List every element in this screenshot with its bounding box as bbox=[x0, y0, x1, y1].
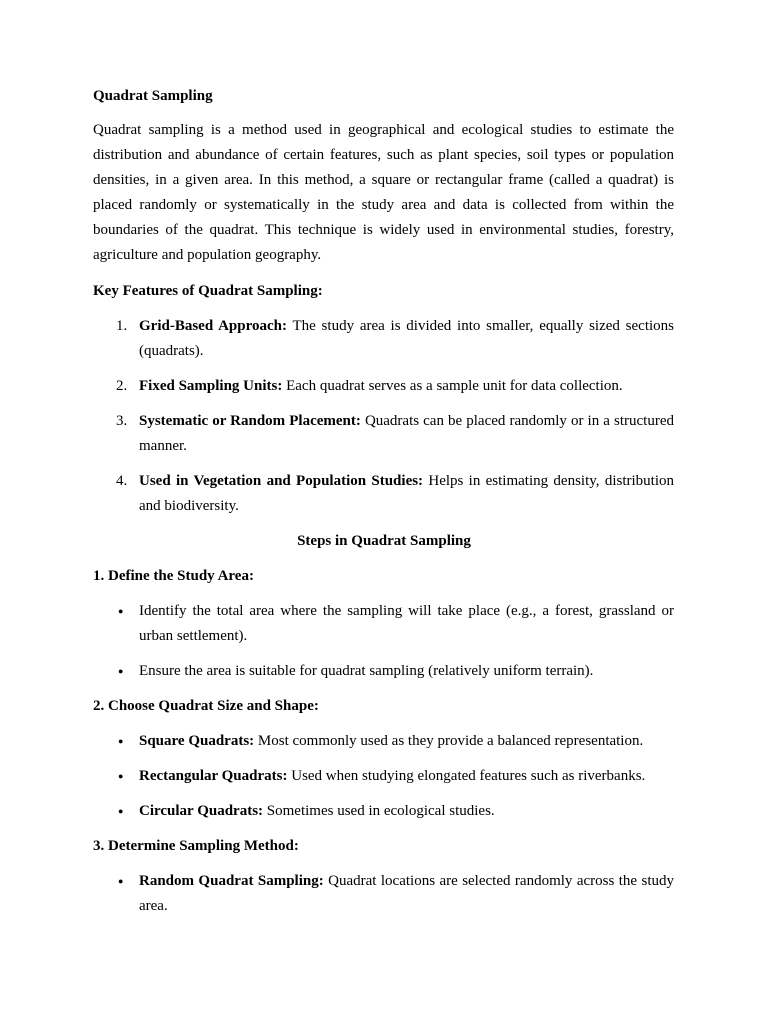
item-term: Grid-Based Approach: bbox=[139, 318, 287, 334]
bullet-icon: ● bbox=[118, 771, 124, 781]
bullet-icon: ● bbox=[118, 736, 124, 746]
item-number: 1. bbox=[116, 318, 128, 334]
steps-heading: Steps in Quadrat Sampling bbox=[297, 533, 471, 549]
intro-paragraph: Quadrat sampling is a method used in geographical and ecological studies to estimate the distribution and abundance of certain features, such as plant species, soil types or population densities, in a given area. In this method, a square or rectangular frame (called a quadrat) is placed randomly or systematically in the study area and data is collected from within the boundaries of the quadrat. This technique is widely used in environmental studies, forestry, agriculture and population geography. bbox=[93, 122, 674, 263]
item-description: The study area is divided into smaller, equally sized sections (quadrats). bbox=[139, 318, 674, 359]
document-title: Quadrat Sampling bbox=[93, 88, 213, 104]
bullet-term: Square Quadrats: bbox=[139, 733, 255, 749]
item-term: Systematic or Random Placement: bbox=[139, 413, 361, 429]
bullet-text bbox=[139, 764, 674, 789]
item-text bbox=[139, 469, 674, 519]
step1-heading: 1. Define the Study Area: bbox=[93, 568, 254, 584]
bullet-text: Identify the total area where the sampling will take place (e.g., a forest, grassland or urban settlement). bbox=[139, 603, 674, 644]
bullet-icon: ● bbox=[118, 876, 124, 886]
item-number: 3. bbox=[116, 413, 128, 429]
key-features-heading: Key Features of Quadrat Sampling: bbox=[93, 283, 323, 299]
step2-heading: 2. Choose Quadrat Size and Shape: bbox=[93, 698, 319, 714]
item-text bbox=[139, 314, 674, 364]
item-description: Helps in estimating density, distribution and biodiversity. bbox=[139, 473, 674, 514]
item-number: 4. bbox=[116, 473, 128, 489]
bullet-description: Sometimes used in ecological studies. bbox=[263, 803, 495, 819]
bullet-term: Circular Quadrats: bbox=[139, 803, 264, 819]
bullet-text: Ensure the area is suitable for quadrat sampling (relatively uniform terrain). bbox=[139, 663, 594, 679]
item-text bbox=[139, 409, 674, 459]
bullet-description: Most commonly used as they provide a balanced representation. bbox=[254, 733, 644, 749]
bullet-description: Used when studying elongated features such as riverbanks. bbox=[287, 768, 646, 784]
item-number: 2. bbox=[116, 378, 128, 394]
bullet-text bbox=[139, 729, 674, 754]
item-term: Fixed Sampling Units: bbox=[139, 378, 283, 394]
bullet-term: Rectangular Quadrats: bbox=[139, 768, 288, 784]
bullet-icon: ● bbox=[118, 606, 124, 616]
step3-heading: 3. Determine Sampling Method: bbox=[93, 838, 299, 854]
item-description: Each quadrat serves as a sample unit for data collection. bbox=[282, 378, 623, 394]
bullet-icon: ● bbox=[118, 806, 124, 816]
bullet-icon: ● bbox=[118, 666, 124, 676]
bullet-term: Random Quadrat Sampling: bbox=[139, 873, 324, 889]
bullet-text bbox=[139, 799, 674, 824]
item-text bbox=[139, 374, 674, 399]
item-description: Quadrats can be placed randomly or in a structured manner. bbox=[139, 413, 674, 454]
bullet-description: Quadrat locations are selected randomly across the study area. bbox=[139, 873, 674, 914]
bullet-text bbox=[139, 869, 674, 919]
item-term: Used in Vegetation and Population Studies: bbox=[139, 473, 424, 489]
